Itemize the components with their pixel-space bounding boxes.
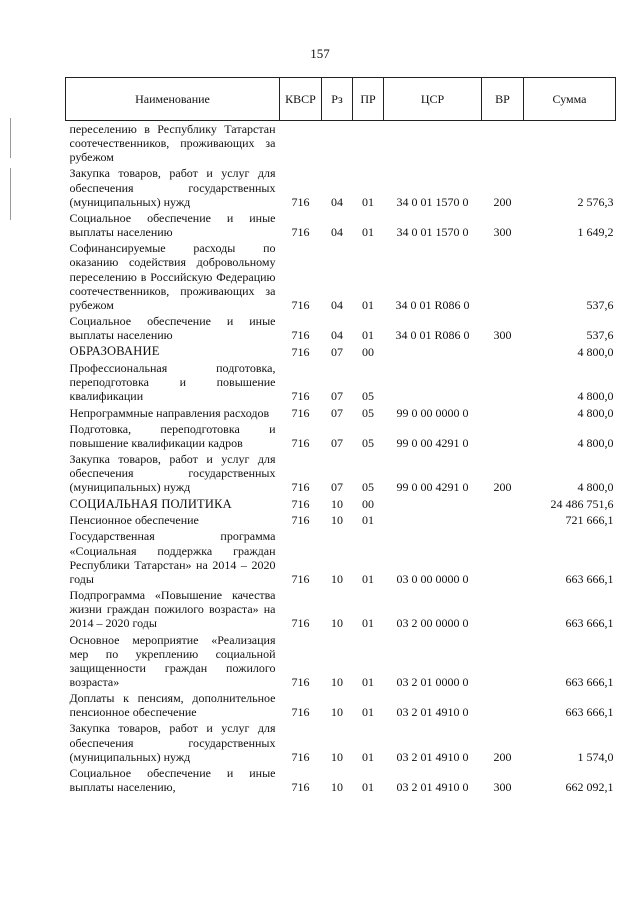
cell-name: Закупка товаров, работ и услуг для обеспечения государственных (муниципальных) нужд (69, 721, 276, 764)
cell-sum: 662 092,1 (565, 780, 614, 795)
cell-name: Закупка товаров, работ и услуг для обеспечения государственных (муниципальных) нужд (69, 166, 276, 209)
cell-vr (482, 343, 524, 360)
cell-vr: 300 (493, 225, 512, 240)
cell-vr: 300 (493, 328, 512, 343)
cell-csr: 03 2 01 4910 0 (396, 749, 469, 764)
cell-pr: 00 (362, 344, 374, 359)
cell-rz: 04 (331, 194, 343, 209)
cell-rz: 10 (331, 571, 343, 586)
cell-kvsr: 716 (291, 705, 310, 720)
cell-csr: 03 2 01 4910 0 (396, 780, 469, 795)
cell-sum: 24 486 751,6 (550, 497, 614, 512)
cell-vr (482, 240, 524, 313)
cell-rz: 07 (331, 405, 343, 420)
cell-csr: 99 0 00 4291 0 (396, 480, 469, 495)
cell-sum: 1 649,2 (577, 225, 614, 240)
cell-rz: 07 (331, 435, 343, 450)
cell-pr: 01 (362, 780, 374, 795)
table-row (66, 360, 616, 404)
cell-csr: 03 2 00 0000 0 (396, 616, 469, 631)
cell-csr: 03 0 00 0000 0 (396, 571, 469, 586)
cell-pr: 01 (362, 328, 374, 343)
cell-csr: 34 0 01 1570 0 (396, 225, 469, 240)
cell-kvsr: 716 (291, 389, 310, 404)
cell-csr (384, 343, 482, 360)
cell-name: Непрограммные направления расходов (69, 405, 270, 420)
cell-kvsr (280, 121, 322, 166)
table-row (66, 528, 616, 587)
cell-pr: 05 (362, 435, 374, 450)
cell-name: Подготовка, переподготовка и повышение квалификации кадров (69, 421, 276, 450)
cell-vr (482, 121, 524, 166)
cell-csr: 99 0 00 0000 0 (396, 405, 469, 420)
cell-csr: 34 0 01 1570 0 (396, 194, 469, 209)
cell-name: Подпрограмма «Повышение качества жизни граждан пожилого возраста» на 2014 – 2020 годы (69, 588, 276, 631)
cell-pr: 01 (362, 616, 374, 631)
header-csr: ЦСР (384, 78, 482, 121)
cell-rz: 10 (331, 616, 343, 631)
table-row (66, 165, 616, 209)
cell-rz: 10 (331, 780, 343, 795)
cell-sum: 663 666,1 (565, 571, 614, 586)
cell-vr: 300 (493, 780, 512, 795)
table-row (66, 313, 616, 343)
cell-name: Пенсионное обеспечение (69, 513, 199, 528)
cell-rz: 07 (331, 480, 343, 495)
cell-csr: 99 0 00 4291 0 (396, 435, 469, 450)
cell-kvsr: 716 (291, 435, 310, 450)
cell-vr (482, 632, 524, 691)
table-body (66, 121, 616, 796)
cell-kvsr: 716 (291, 480, 310, 495)
table-row (66, 451, 616, 495)
cell-sum: 537,6 (586, 297, 614, 312)
table-row (66, 632, 616, 691)
cell-name: переселению в Республику Татарстан соотечественников, проживающих за рубежом (69, 122, 276, 165)
cell-rz (322, 121, 353, 166)
cell-sum: 4 800,0 (577, 344, 614, 359)
table-row (66, 496, 616, 513)
cell-sum: 4 800,0 (577, 389, 614, 404)
cell-rz: 10 (331, 513, 343, 528)
cell-kvsr: 716 (291, 780, 310, 795)
header-pr: ПР (353, 78, 384, 121)
cell-sum: 4 800,0 (577, 405, 614, 420)
cell-pr: 01 (362, 674, 374, 689)
cell-rz: 07 (331, 389, 343, 404)
cell-rz: 10 (331, 674, 343, 689)
cell-name: Софинансируемые расходы по оказанию содействия добровольному переселению в Российскую Федерацию соотечественников, проживающих за рубежом (69, 241, 276, 312)
cell-rz: 04 (331, 225, 343, 240)
cell-rz: 10 (331, 497, 343, 512)
cell-sum: 537,6 (586, 328, 614, 343)
cell-csr (384, 496, 482, 513)
cell-pr: 05 (362, 389, 374, 404)
cell-pr: 05 (362, 480, 374, 495)
cell-sum: 4 800,0 (577, 480, 614, 495)
cell-sum: 2 576,3 (577, 194, 614, 209)
table-row (66, 210, 616, 240)
cell-vr: 200 (493, 749, 512, 764)
cell-csr: 34 0 01 R086 0 (395, 328, 470, 343)
cell-pr: 00 (362, 497, 374, 512)
cell-vr (482, 421, 524, 451)
cell-csr (384, 512, 482, 528)
table-row (66, 343, 616, 360)
cell-vr: 200 (493, 194, 512, 209)
cell-name: Государственная программа «Социальная поддержка граждан Республики Татарстан» на 2014 – 2020 годы (69, 529, 276, 586)
cell-sum: 721 666,1 (565, 513, 614, 528)
table-row (66, 405, 616, 421)
cell-rz: 10 (331, 749, 343, 764)
cell-sum: 663 666,1 (565, 674, 614, 689)
cell-rz: 07 (331, 344, 343, 359)
header-vr: ВР (482, 78, 524, 121)
cell-pr: 01 (362, 749, 374, 764)
cell-pr: 01 (362, 225, 374, 240)
cell-name: Социальное обеспечение и иные выплаты населению (69, 314, 276, 343)
cell-name: СОЦИАЛЬНАЯ ПОЛИТИКА (69, 496, 232, 511)
cell-kvsr: 716 (291, 616, 310, 631)
table-row (66, 240, 616, 313)
cell-kvsr: 716 (291, 344, 310, 359)
cell-name: Основное мероприятие «Реализация мер по укреплению социальной защищенности граждан пожилого возраста» (69, 632, 276, 689)
cell-name: Доплаты к пенсиям, дополнительное пенсионное обеспечение (69, 691, 276, 720)
cell-vr (482, 405, 524, 421)
cell-kvsr: 716 (291, 571, 310, 586)
cell-csr (384, 121, 482, 166)
table-row (66, 690, 616, 720)
cell-pr: 05 (362, 405, 374, 420)
cell-name: Социальное обеспечение и иные выплаты населению, (69, 765, 276, 795)
cell-vr (482, 512, 524, 528)
cell-sum: 663 666,1 (565, 616, 614, 631)
cell-pr: 01 (362, 194, 374, 209)
header-sum: Сумма (524, 78, 616, 121)
cell-rz: 04 (331, 328, 343, 343)
cell-name: Социальное обеспечение и иные выплаты населению (69, 210, 276, 240)
cell-kvsr: 716 (291, 297, 310, 312)
table-row (66, 587, 616, 631)
cell-name: ОБРАЗОВАНИЕ (69, 344, 160, 359)
table-row (66, 512, 616, 528)
cell-csr: 03 2 01 4910 0 (396, 705, 469, 720)
cell-sum: 1 574,0 (577, 749, 614, 764)
budget-table (65, 77, 616, 795)
table-header (66, 78, 616, 121)
cell-csr: 03 2 01 0000 0 (396, 674, 469, 689)
cell-kvsr: 716 (291, 674, 310, 689)
table-row (66, 765, 616, 795)
cell-rz: 10 (331, 705, 343, 720)
cell-sum: 4 800,0 (577, 435, 614, 450)
cell-kvsr: 716 (291, 194, 310, 209)
header-rz: Рз (322, 78, 353, 121)
cell-kvsr: 716 (291, 328, 310, 343)
header-name: Наименование (66, 78, 280, 121)
header-kvsr: КВСР (280, 78, 322, 121)
cell-vr (482, 587, 524, 631)
cell-sum (524, 121, 616, 166)
cell-vr (482, 528, 524, 587)
table-row (66, 421, 616, 451)
table-row (66, 720, 616, 764)
table-row (66, 121, 616, 166)
cell-vr: 200 (493, 480, 512, 495)
cell-rz: 04 (331, 297, 343, 312)
cell-pr: 01 (362, 513, 374, 528)
cell-kvsr: 716 (291, 405, 310, 420)
cell-pr: 01 (362, 571, 374, 586)
scan-margin-mark (10, 118, 11, 158)
cell-name: Закупка товаров, работ и услуг для обеспечения государственных (муниципальных) нужд (69, 452, 276, 495)
cell-pr: 01 (362, 297, 374, 312)
cell-kvsr: 716 (291, 749, 310, 764)
cell-kvsr: 716 (291, 497, 310, 512)
cell-vr (482, 360, 524, 404)
cell-csr: 34 0 01 R086 0 (395, 297, 470, 312)
cell-pr (353, 121, 384, 166)
cell-kvsr: 716 (291, 225, 310, 240)
cell-csr (384, 360, 482, 404)
page-number: 157 (310, 46, 330, 61)
cell-vr (482, 690, 524, 720)
scan-margin-mark (10, 168, 11, 220)
cell-vr (482, 496, 524, 513)
cell-kvsr: 716 (291, 513, 310, 528)
cell-name: Профессиональная подготовка, переподготовка и повышение квалификации (69, 361, 276, 404)
cell-pr: 01 (362, 705, 374, 720)
cell-sum: 663 666,1 (565, 705, 614, 720)
